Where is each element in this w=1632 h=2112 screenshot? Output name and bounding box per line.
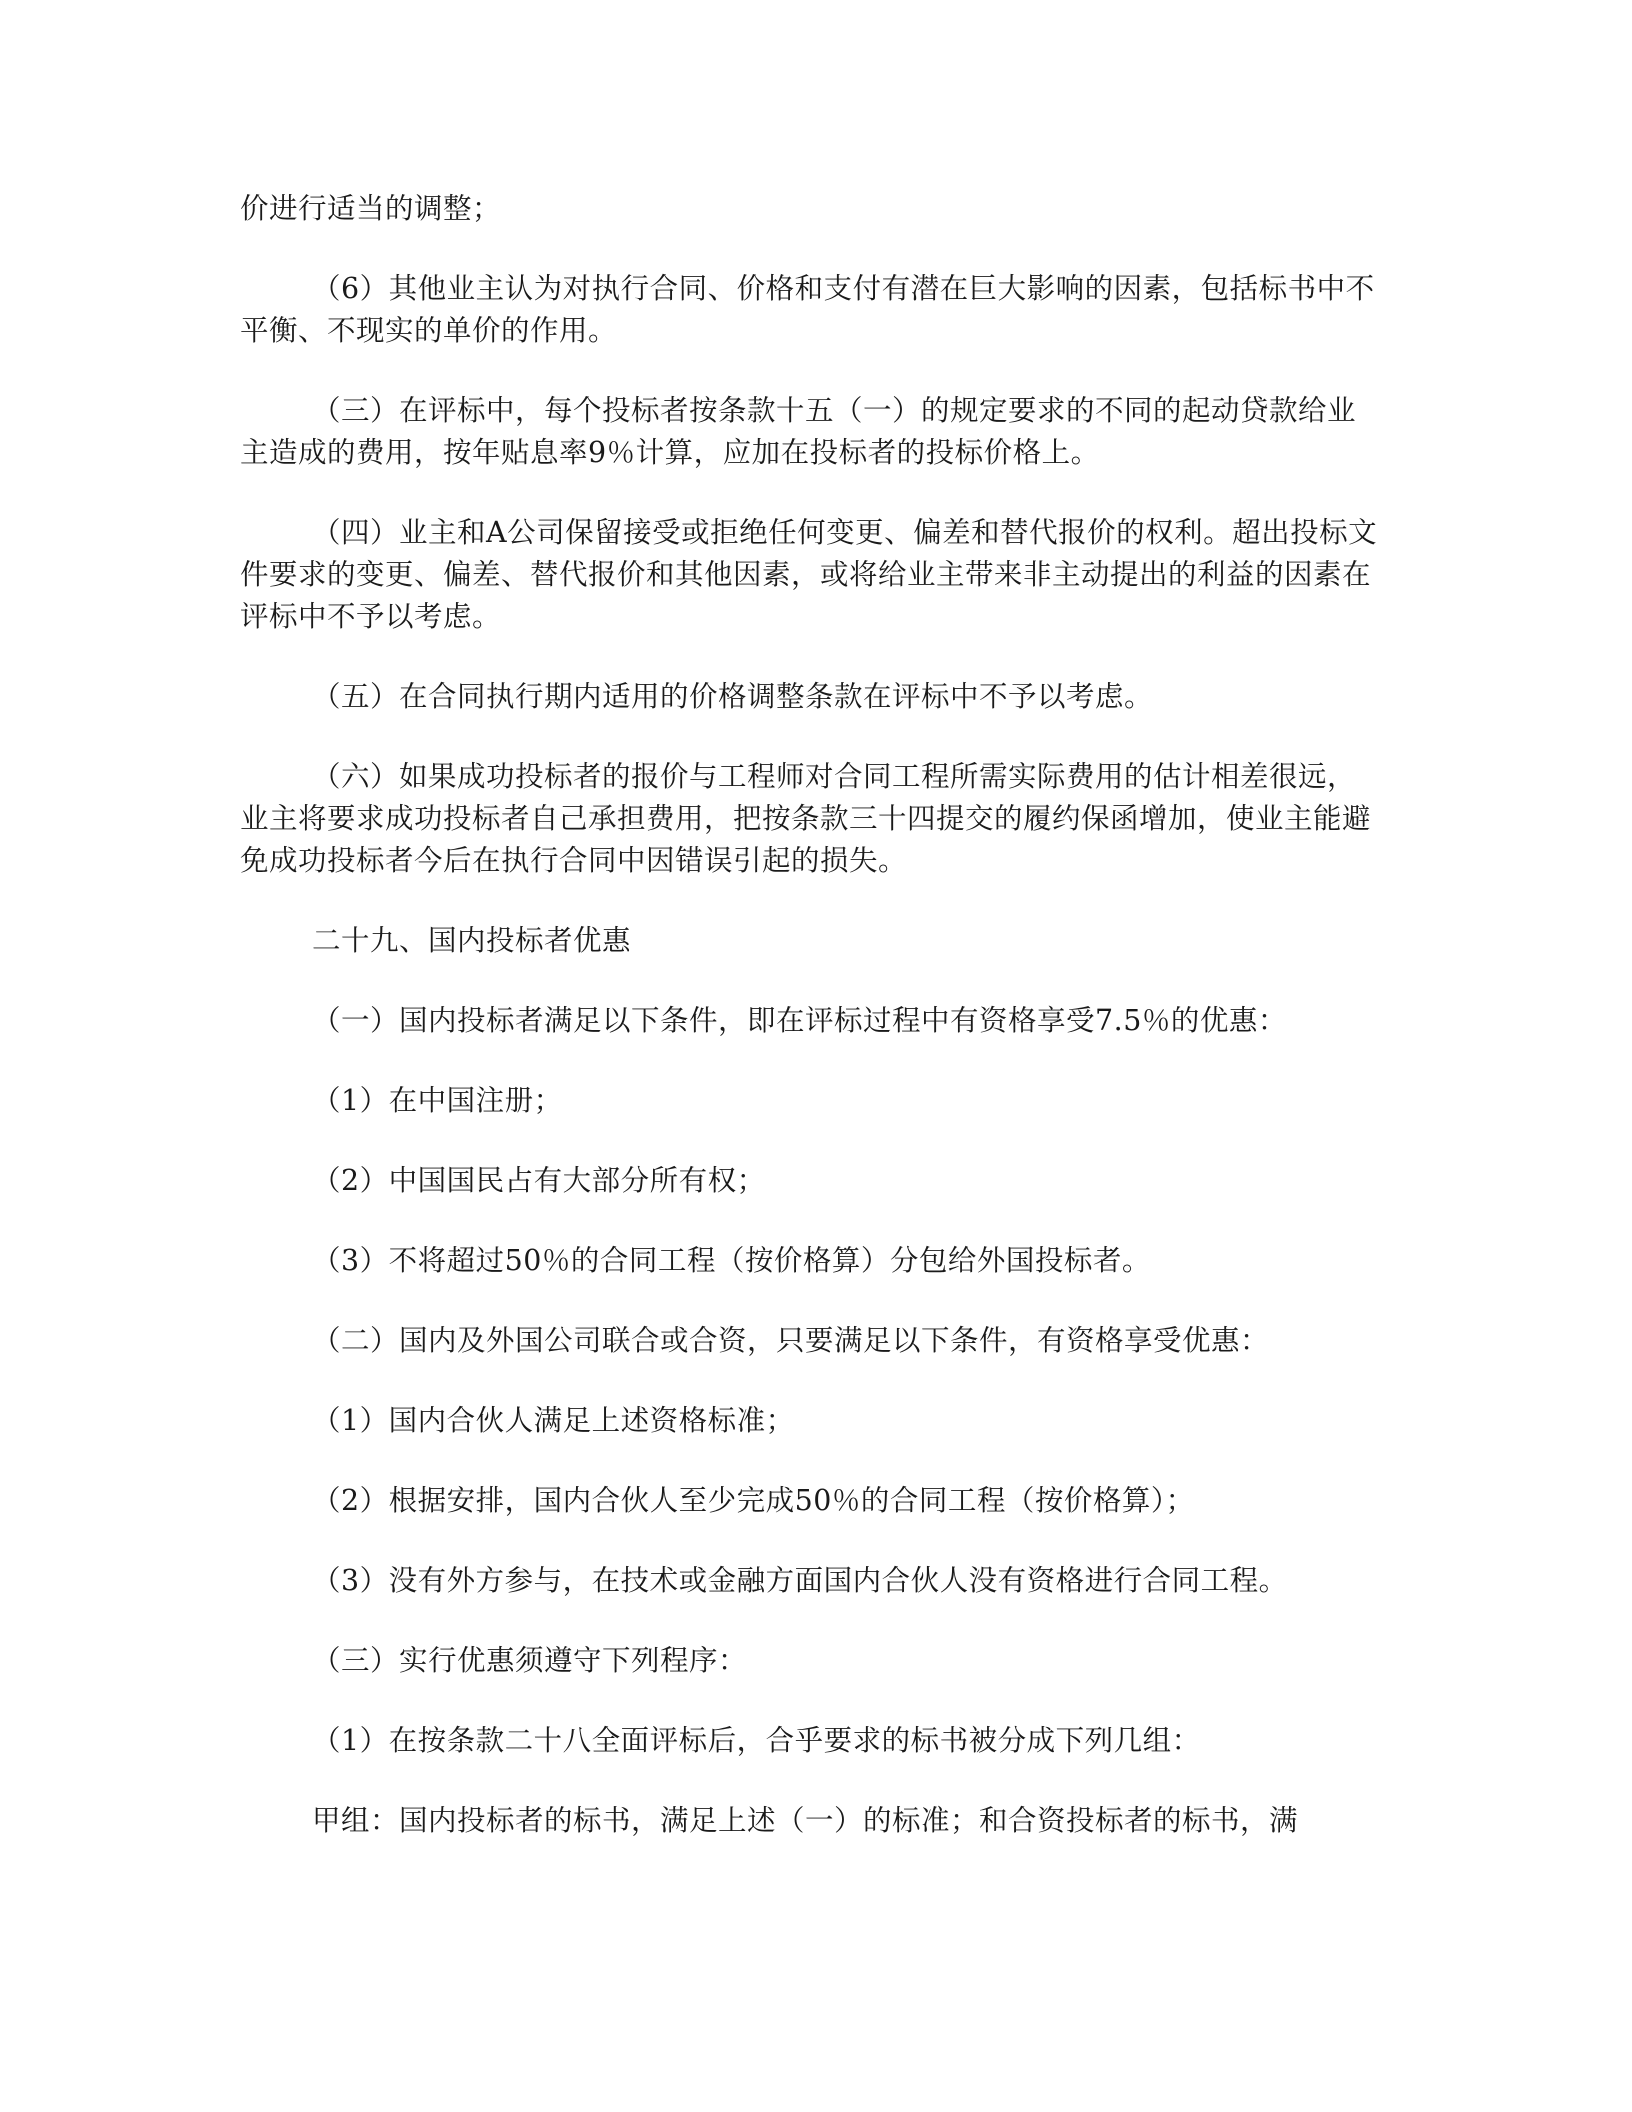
paragraph: （三）在评标中，每个投标者按条款十五（一）的规定要求的不同的起动贷款给业主造成的费用，按年贴息率9％计算，应加在投标者的投标价格上。 [240,394,1357,469]
document-body [240,188,1380,1842]
list-item: （3）不将超过50％的合同工程（按价格算）分包给外国投标者。 [312,1244,1151,1277]
paragraph: （六）如果成功投标者的报价与工程师对合同工程所需实际费用的估计相差很远，业主将要求成功投标者自己承担费用，把按条款三十四提交的履约保函增加，使业主能避免成功投标者今后在执行合同中因错误引起的损失。 [240,760,1372,877]
section-heading: 二十九、国内投标者优惠 [312,924,632,957]
list-item: （1）在中国注册； [312,1084,563,1117]
list-item: （1）在按条款二十八全面评标后，合乎要求的标书被分成下列几组： [312,1724,1201,1757]
list-item: （2）中国国民占有大部分所有权； [312,1164,766,1197]
paragraph: （四）业主和A公司保留接受或拒绝任何变更、偏差和替代报价的权利。超出投标文件要求的变更、偏差、替代报价和其他因素，或将给业主带来非主动提出的利益的因素在评标中不予以考虑。 [240,516,1378,633]
paragraph: （6）其他业主认为对执行合同、价格和支付有潜在巨大影响的因素，包括标书中不平衡、不现实的单价的作用。 [240,272,1375,347]
paragraph: （三）实行优惠须遵守下列程序： [312,1644,748,1677]
paragraph: 价进行适当的调整； [240,192,502,225]
paragraph: （二）国内及外国公司联合或合资，只要满足以下条件，有资格享受优惠： [312,1324,1270,1357]
list-item: （3）没有外方参与，在技术或金融方面国内合伙人没有资格进行合同工程。 [312,1564,1288,1597]
list-item: （2）根据安排，国内合伙人至少完成50％的合同工程（按价格算）； [312,1484,1195,1517]
paragraph: （五）在合同执行期内适用的价格调整条款在评标中不予以考虑。 [312,680,1154,713]
list-item: （1）国内合伙人满足上述资格标准； [312,1404,795,1437]
paragraph: 甲组：国内投标者的标书，满足上述（一）的标准；和合资投标者的标书，满 [312,1804,1299,1837]
paragraph: （一）国内投标者满足以下条件，即在评标过程中有资格享受7.5％的优惠： [312,1004,1287,1037]
